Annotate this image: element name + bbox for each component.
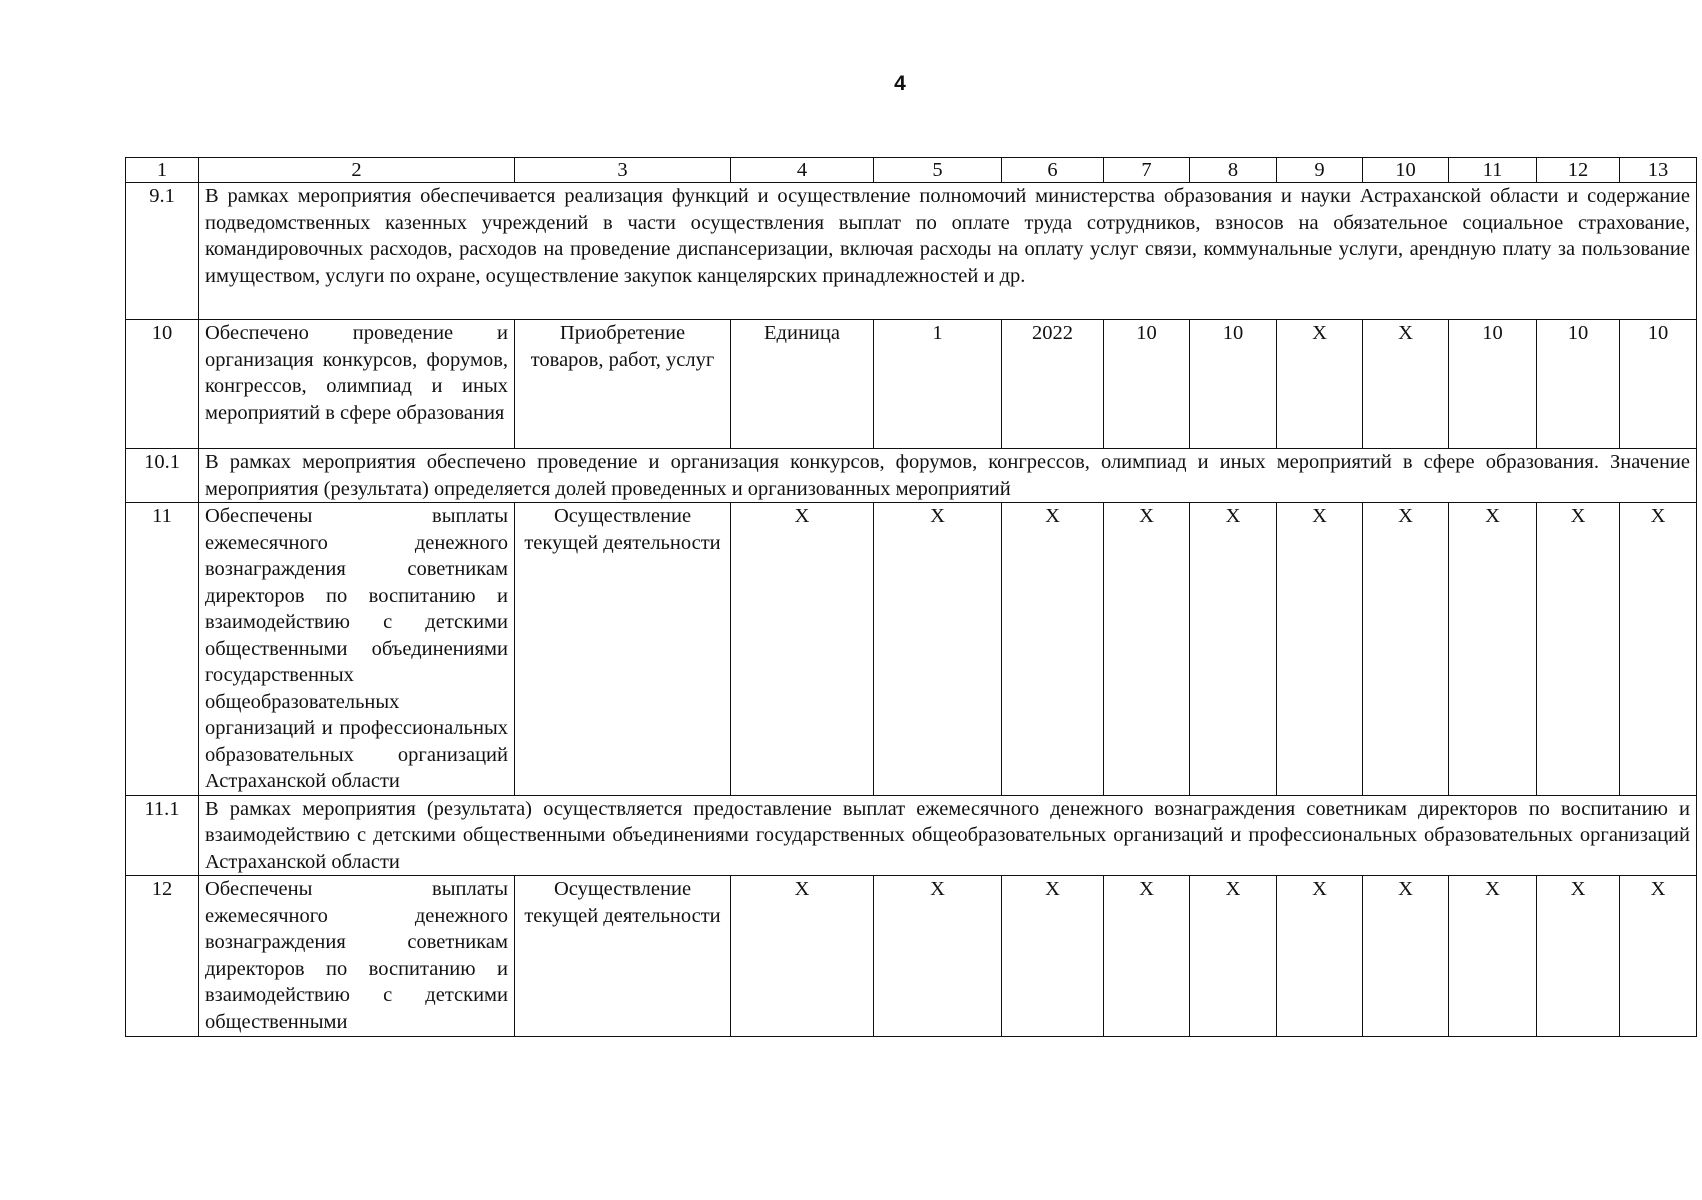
cell-col7: X (1104, 876, 1190, 1037)
cell-col5: 1 (874, 320, 1002, 449)
cell-col13: X (1620, 876, 1697, 1037)
result-type: Осуществление текущей деятельности (515, 503, 731, 796)
cell-col7: 10 (1104, 320, 1190, 449)
cell-col11: 10 (1449, 320, 1537, 449)
cell-col7: X (1104, 503, 1190, 796)
cell-col11: X (1449, 503, 1537, 796)
table-row (126, 320, 1697, 449)
cell-col5: X (874, 503, 1002, 796)
cell-col8: 10 (1190, 320, 1277, 449)
result-name: Обеспечено проведение и организация конкурсов, форумов, конгрессов, олимпиад и иных мероприятий в сфере образования (199, 320, 515, 449)
cell-col6: 2022 (1002, 320, 1104, 449)
result-name: Обеспечены выплаты ежемесячного денежного вознаграждения советникам директоров по воспитанию и взаимодействию с детскими общественными объединениями государственных общеобразовательных организаций и профессиональных образовательных организаций Астраханской области (199, 503, 515, 796)
result-type: Осуществление текущей деятельности (515, 876, 731, 1037)
row-description: В рамках мероприятия (результата) осуществляется предоставление выплат ежемесячного денежного вознаграждения советникам директоров по воспитанию и взаимодействию с детскими общественными объединениями государственных общеобразовательных организаций и профессиональных образовательных организаций Астраханской области (199, 795, 1697, 876)
cell-col8: X (1190, 503, 1277, 796)
cell-col10: X (1363, 876, 1449, 1037)
cell-col4: X (731, 503, 874, 796)
cell-col4: X (731, 876, 874, 1037)
cell-col12: X (1537, 503, 1620, 796)
cell-col13: X (1620, 503, 1697, 796)
cell-col12: 10 (1537, 320, 1620, 449)
table-row (126, 183, 1697, 320)
cell-col11: X (1449, 876, 1537, 1037)
column-header: 9 (1277, 158, 1363, 183)
indicators-table (125, 157, 1697, 1037)
row-number: 11.1 (126, 795, 199, 876)
column-header: 3 (515, 158, 731, 183)
table-row (126, 876, 1697, 1037)
row-description: В рамках мероприятия обеспечивается реализация функций и осуществление полномочий министерства образования и науки Астраханской области и содержание подведомственных казенных учреждений в части осуществления выплат по оплате труда сотрудников, взносов на обязательное социальное страхование, командировочных расходов, расходов на проведение диспансеризации, включая расходы на оплату услуг связи, коммунальные услуги, арендную плату за пользование имуществом, услуги по охране, осуществление закупок канцелярских принадлежностей и др. (199, 183, 1697, 320)
cell-col12: X (1537, 876, 1620, 1037)
column-header: 6 (1002, 158, 1104, 183)
column-number-header-row (126, 158, 1697, 183)
column-header: 13 (1620, 158, 1697, 183)
row-number: 9.1 (126, 183, 199, 320)
cell-col6: X (1002, 503, 1104, 796)
column-header: 2 (199, 158, 515, 183)
page-number: 4 (894, 72, 906, 95)
row-description: В рамках мероприятия обеспечено проведение и организация конкурсов, форумов, конгрессов, олимпиад и иных мероприятий в сфере образования. Значение мероприятия (результата) определяется долей проведенных и организованных мероприятий (199, 449, 1697, 503)
cell-col6: X (1002, 876, 1104, 1037)
row-number: 12 (126, 876, 199, 1037)
table-row (126, 503, 1697, 796)
cell-col9: X (1277, 503, 1363, 796)
column-header: 8 (1190, 158, 1277, 183)
column-header: 7 (1104, 158, 1190, 183)
column-header: 12 (1537, 158, 1620, 183)
table-row (126, 449, 1697, 503)
result-name: Обеспечены выплаты ежемесячного денежного вознаграждения советникам директоров по воспитанию и взаимодействию с детскими общественными (199, 876, 515, 1037)
result-type: Приобретение товаров, работ, услуг (515, 320, 731, 449)
column-header: 4 (731, 158, 874, 183)
cell-col13: 10 (1620, 320, 1697, 449)
cell-col10: X (1363, 503, 1449, 796)
cell-col9: X (1277, 320, 1363, 449)
column-header: 11 (1449, 158, 1537, 183)
cell-col9: X (1277, 876, 1363, 1037)
column-header: 10 (1363, 158, 1449, 183)
cell-col10: X (1363, 320, 1449, 449)
column-header: 5 (874, 158, 1002, 183)
row-number: 10.1 (126, 449, 199, 503)
row-number: 10 (126, 320, 199, 449)
cell-col5: X (874, 876, 1002, 1037)
cell-col8: X (1190, 876, 1277, 1037)
row-number: 11 (126, 503, 199, 796)
column-header: 1 (126, 158, 199, 183)
table-row (126, 795, 1697, 876)
cell-col4: Единица (731, 320, 874, 449)
